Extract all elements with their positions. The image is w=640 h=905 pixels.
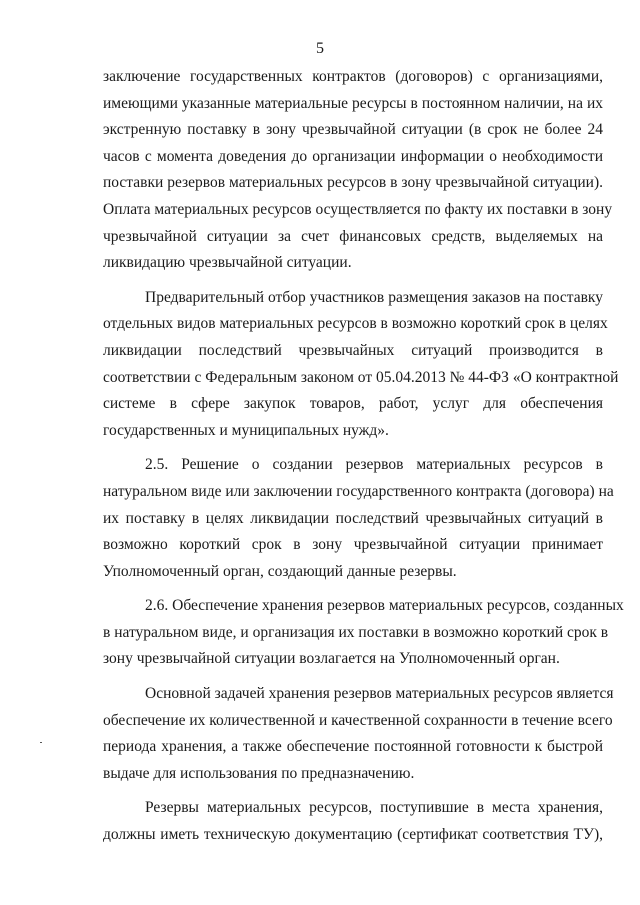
text-line: ликвидации последствий чрезвычайных ситуаций производится в bbox=[103, 341, 603, 359]
text-line: Основной задачей хранения резервов материальных ресурсов является bbox=[145, 685, 614, 703]
paragraph-reserves-documentation bbox=[103, 795, 603, 848]
paragraph-contracts bbox=[103, 64, 613, 277]
text-line: поставки резервов материальных ресурсов в зону чрезвычайной ситуации). bbox=[103, 174, 603, 192]
page-number: 5 bbox=[316, 40, 324, 57]
paragraph-section-2-5 bbox=[103, 452, 614, 585]
text-line: Резервы материальных ресурсов, поступившие в места хранения, bbox=[145, 799, 603, 817]
text-line: государственных и муниципальных нужд». bbox=[103, 421, 389, 439]
text-line: 2.5. Решение о создании резервов материальных ресурсов в bbox=[145, 456, 603, 474]
text-line: 2.6. Обеспечение хранения резервов материальных ресурсов, созданных bbox=[145, 597, 624, 615]
text-line: Оплата материальных ресурсов осуществляется по факту их поставки в зону bbox=[103, 200, 613, 218]
text-line: Предварительный отбор участников размещения заказов на поставку bbox=[145, 288, 603, 306]
paragraph-section-2-6 bbox=[103, 593, 624, 673]
document-body bbox=[103, 64, 624, 849]
scan-margin-mark bbox=[40, 742, 42, 743]
text-line: их поставку в целях ликвидации последствий чрезвычайных ситуаций в bbox=[103, 509, 603, 527]
text-line: в натуральном виде, и организация их поставки в возможно короткий срок в bbox=[103, 623, 609, 641]
text-line: зону чрезвычайной ситуации возлагается на Уполномоченный орган. bbox=[103, 650, 560, 668]
paragraph-preliminary-selection bbox=[103, 285, 619, 445]
text-line: Уполномоченный орган, создающий данные резервы. bbox=[103, 562, 457, 580]
text-line: натуральном виде или заключении государственного контракта (договора) на bbox=[103, 482, 614, 500]
text-line: часов с момента доведения до организации информации о необходимости bbox=[103, 147, 603, 165]
paragraph-storage-task bbox=[103, 681, 614, 787]
text-line: обеспечение их количественной и качественной сохранности в течение всего bbox=[103, 711, 613, 729]
text-line: имеющими указанные материальные ресурсы в постоянном наличии, на их bbox=[103, 94, 603, 112]
text-line: системе в сфере закупок товаров, работ, услуг для обеспечения bbox=[103, 395, 603, 413]
text-line: периода хранения, а также обеспечение постоянной готовности к быстрой bbox=[103, 738, 603, 756]
text-line: ликвидацию чрезвычайной ситуации. bbox=[103, 254, 352, 272]
text-line: чрезвычайной ситуации за счет финансовых средств, выделяемых на bbox=[103, 227, 603, 245]
text-line: заключение государственных контрактов (договоров) с организациями, bbox=[103, 68, 603, 85]
text-line: должны иметь техническую документацию (сертификат соответствия ТУ), bbox=[103, 826, 603, 844]
text-line: экстренную поставку в зону чрезвычайной ситуации (в срок не более 24 bbox=[103, 121, 603, 139]
text-line: возможно короткий срок в зону чрезвычайной ситуации принимает bbox=[103, 536, 603, 554]
text-line: соответствии с Федеральным законом от 05.04.2013 № 44-ФЗ «О контрактной bbox=[103, 368, 619, 386]
text-line: выдаче для использования по предназначению. bbox=[103, 764, 415, 782]
text-line: отдельных видов материальных ресурсов в возможно короткий срок в целях bbox=[103, 315, 608, 333]
